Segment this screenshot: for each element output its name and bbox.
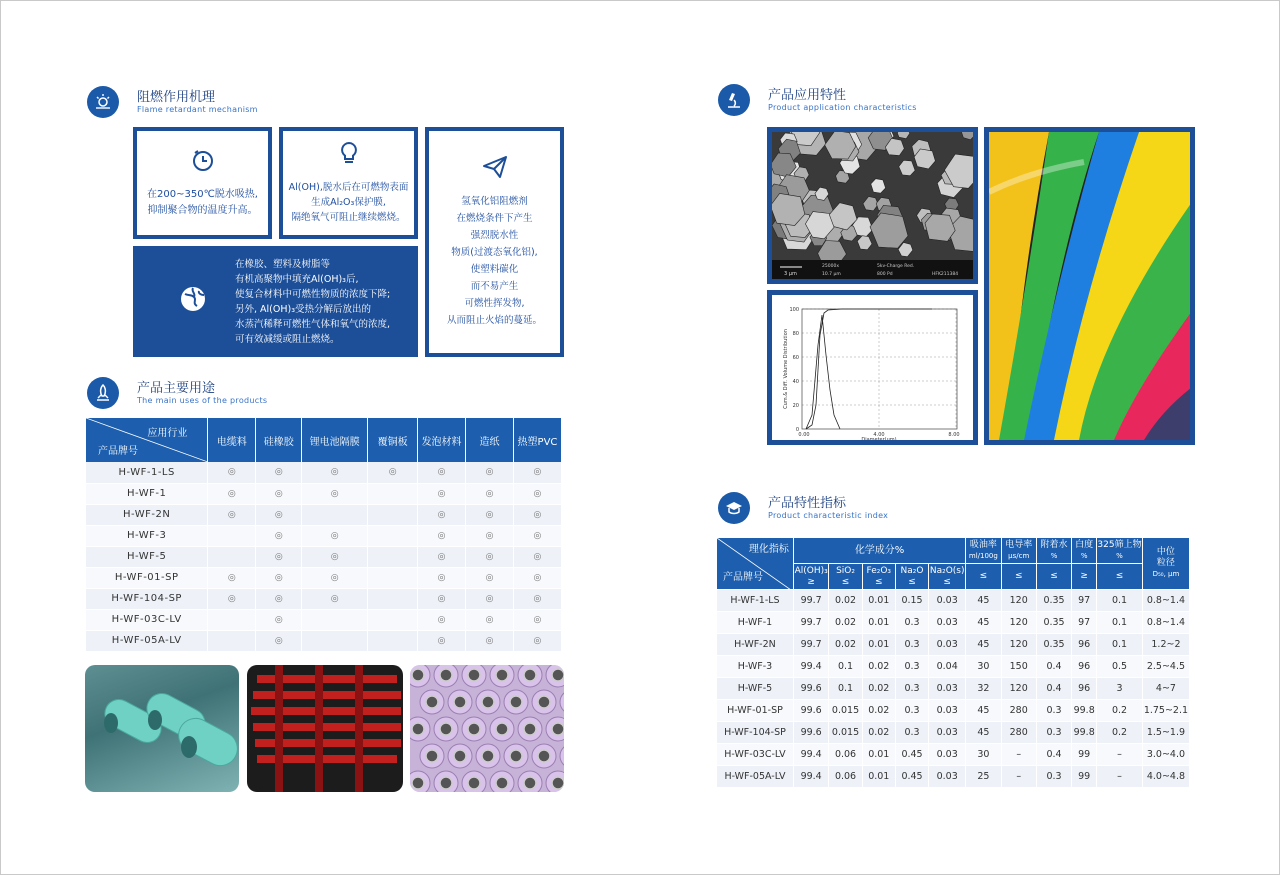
mechanism-card-heat [133, 127, 272, 239]
paper-plane-icon [482, 155, 508, 185]
sem-micrograph [772, 132, 973, 279]
spec-value: 120 [1001, 634, 1036, 656]
use-mark-cell: ◎ [256, 588, 302, 609]
mechanism-title: 阻燃作用机理 [137, 89, 216, 105]
spec-value: 0.45 [895, 744, 928, 766]
spec-value: 25 [966, 766, 1001, 788]
table-row [717, 766, 1190, 788]
spec-value: 120 [1001, 590, 1036, 612]
svg-text:3 μm: 3 μm [784, 271, 797, 277]
product-code: H-WF-01-SP [717, 700, 794, 722]
median-size-header: 中位 粒径 D₅₀, μm [1142, 538, 1189, 590]
use-mark-cell [208, 609, 256, 630]
table-row [717, 744, 1190, 766]
svg-text:Diameter(um): Diameter(um) [861, 437, 897, 440]
index-header [718, 492, 888, 524]
chem-col-header: Fe₂O₃ ≤ [862, 564, 895, 590]
use-mark-cell: ◎ [418, 630, 466, 651]
spec-value: 0.01 [862, 612, 895, 634]
use-mark-cell: ◎ [466, 483, 514, 504]
use-mark-cell: ◎ [513, 525, 561, 546]
graduation-cap-icon [718, 492, 750, 524]
use-mark-cell: ◎ [418, 483, 466, 504]
table-row [86, 483, 562, 504]
use-mark-cell: ◎ [256, 504, 302, 525]
sem-image-frame [767, 127, 978, 284]
sign-cell: ≤ [966, 564, 1001, 590]
product-code: H-WF-01-SP [86, 567, 208, 588]
product-code: H-WF-5 [86, 546, 208, 567]
table-row [717, 678, 1190, 700]
svg-text:100: 100 [789, 307, 799, 313]
spec-value: 0.02 [829, 612, 862, 634]
spec-value: 0.3 [895, 700, 928, 722]
use-mark-cell [302, 504, 368, 525]
microscope-icon [718, 84, 750, 116]
spec-value: 0.01 [862, 766, 895, 788]
uses-header [87, 377, 267, 409]
use-mark-cell: ◎ [466, 630, 514, 651]
uses-col-header: 发泡材料 [418, 418, 466, 462]
svg-text:60: 60 [792, 355, 799, 361]
use-mark-cell [368, 525, 418, 546]
psd-chart-frame [767, 290, 978, 445]
table-row [86, 546, 562, 567]
mechanism-subtitle: Flame retardant mechanism [137, 104, 258, 114]
spec-value: 99.6 [793, 722, 828, 744]
use-mark-cell: ◎ [208, 567, 256, 588]
uses-col-header: 硅橡胶 [256, 418, 302, 462]
use-mark-cell: ◎ [466, 567, 514, 588]
spec-value: 4.0~4.8 [1142, 766, 1189, 788]
spec-value: 45 [966, 590, 1001, 612]
use-mark-cell [368, 504, 418, 525]
spec-value: 0.15 [895, 590, 928, 612]
use-mark-cell: ◎ [208, 588, 256, 609]
spec-value: 0.015 [829, 700, 862, 722]
spec-value: 2.5~4.5 [1142, 656, 1189, 678]
table-row [86, 567, 562, 588]
table-row [86, 525, 562, 546]
use-mark-cell: ◎ [302, 588, 368, 609]
use-mark-cell: ◎ [302, 462, 368, 483]
table-row [86, 630, 562, 651]
spec-value: 96 [1072, 634, 1097, 656]
uses-col-header: 锂电池隔膜 [302, 418, 368, 462]
use-mark-cell: ◎ [466, 504, 514, 525]
spec-value: – [1001, 766, 1036, 788]
spec-value: 280 [1001, 700, 1036, 722]
spec-value: 0.35 [1036, 612, 1071, 634]
use-mark-cell: ◎ [418, 546, 466, 567]
spec-value: 45 [966, 700, 1001, 722]
product-code: H-WF-104-SP [717, 722, 794, 744]
product-code: H-WF-2N [717, 634, 794, 656]
spec-value: 99.4 [793, 656, 828, 678]
sign-cell: ≥ [1072, 564, 1097, 590]
spec-value: 0.1 [1097, 590, 1143, 612]
use-mark-cell: ◎ [418, 462, 466, 483]
product-code: H-WF-3 [86, 525, 208, 546]
spec-value: – [1097, 744, 1143, 766]
moisture-header: 附着水 % [1036, 538, 1071, 564]
use-mark-cell: ◎ [302, 567, 368, 588]
svg-text:20: 20 [792, 403, 799, 409]
lightbulb-icon [87, 86, 119, 118]
spec-value: 1.5~1.9 [1142, 722, 1189, 744]
spec-value: – [1097, 766, 1143, 788]
spec-value: 0.03 [929, 634, 966, 656]
svg-text:8.00: 8.00 [948, 432, 960, 438]
spec-value: 0.03 [929, 744, 966, 766]
spec-value: 0.01 [862, 634, 895, 656]
use-mark-cell: ◎ [418, 588, 466, 609]
spec-value: 0.2 [1097, 700, 1143, 722]
table-row [717, 656, 1190, 678]
table-row [717, 634, 1190, 656]
use-mark-cell [208, 525, 256, 546]
use-mark-cell [302, 630, 368, 651]
spec-value: 0.04 [929, 656, 966, 678]
use-mark-cell: ◎ [418, 525, 466, 546]
use-mark-cell: ◎ [302, 483, 368, 504]
spec-value: 99.7 [793, 590, 828, 612]
card-text: 在200~350℃脱水吸热, 抑制聚合物的温度升高。 [147, 189, 258, 216]
uses-col-header: 电缆料 [208, 418, 256, 462]
spec-value: 0.35 [1036, 634, 1071, 656]
table-row [717, 590, 1190, 612]
oil-header: 吸油率 ml/100g [966, 538, 1001, 564]
use-mark-cell [368, 609, 418, 630]
spec-value: 0.3 [895, 722, 928, 744]
spec-value: 96 [1072, 678, 1097, 700]
svg-text:5kv-Charge Red.: 5kv-Charge Red. [877, 264, 915, 269]
table-row [717, 700, 1190, 722]
use-mark-cell: ◎ [466, 588, 514, 609]
chem-group-header: 化学成分% [793, 538, 965, 564]
spec-value: 0.4 [1036, 744, 1071, 766]
use-mark-cell: ◎ [418, 609, 466, 630]
application-header [718, 84, 917, 116]
use-mark-cell [368, 546, 418, 567]
use-mark-cell: ◎ [256, 525, 302, 546]
svg-text:10.7 μm: 10.7 μm [822, 272, 841, 277]
use-mark-cell: ◎ [256, 630, 302, 651]
use-mark-cell: ◎ [466, 462, 514, 483]
spec-value: 0.01 [862, 744, 895, 766]
application-subtitle: Product application characteristics [768, 102, 917, 112]
spec-value: 30 [966, 744, 1001, 766]
use-mark-cell: ◎ [256, 609, 302, 630]
spec-value: 99.7 [793, 634, 828, 656]
use-mark-cell: ◎ [466, 525, 514, 546]
uses-col-header: 热塑PVC [513, 418, 561, 462]
svg-text:40: 40 [792, 379, 799, 385]
spec-value: 99 [1072, 744, 1097, 766]
bulb-icon [338, 141, 360, 172]
use-mark-cell [208, 546, 256, 567]
card-text: Al(OH),脱水后在可燃物表面 生成Al₂O₃保护膜, 隔绝氧气可阻止继续燃烧。 [288, 182, 409, 223]
spec-value: 97 [1072, 612, 1097, 634]
svg-text:0: 0 [795, 427, 799, 433]
spec-value: 45 [966, 612, 1001, 634]
spec-value: 99.7 [793, 612, 828, 634]
photo-purple-cells [410, 665, 564, 792]
use-mark-cell: ◎ [513, 630, 561, 651]
spec-value: 0.1 [1097, 612, 1143, 634]
spec-value: 99.4 [793, 766, 828, 788]
table-row [717, 612, 1190, 634]
spec-value: 97 [1072, 590, 1097, 612]
mechanism-card-dilution [133, 246, 418, 357]
conductivity-header: 电导率 μs/cm [1001, 538, 1036, 564]
spec-value: 280 [1001, 722, 1036, 744]
product-code: H-WF-1 [86, 483, 208, 504]
spec-value: 30 [966, 656, 1001, 678]
svg-text:Cum.& Diff. Volume Distributio: Cum.& Diff. Volume Distribution [783, 329, 789, 409]
sign-cell: ≤ [1036, 564, 1071, 590]
spec-value: 0.3 [1036, 766, 1071, 788]
spec-value: 99.8 [1072, 700, 1097, 722]
spec-value: 0.02 [829, 590, 862, 612]
use-mark-cell: ◎ [208, 504, 256, 525]
use-mark-cell: ◎ [513, 609, 561, 630]
spec-value: 0.03 [929, 678, 966, 700]
spec-value: 4~7 [1142, 678, 1189, 700]
table-row [86, 504, 562, 525]
spec-value: 0.4 [1036, 656, 1071, 678]
use-mark-cell: ◎ [208, 462, 256, 483]
card-text: 在橡胶、塑料及树脂等 有机高聚物中填充Al(OH)₃后, 使复合材料中可燃性物质的浓度下降; 另外, Al(OH)₃受热分解后放出的 水蒸汽稀释可燃性气体和氧气的浓度, 可有效减缓或阻止燃烧。 [235, 258, 391, 345]
spec-value: 0.3 [895, 678, 928, 700]
product-code: H-WF-104-SP [86, 588, 208, 609]
table-row [717, 722, 1190, 744]
mechanism-header [87, 86, 258, 118]
spec-value: 0.06 [829, 766, 862, 788]
use-mark-cell [208, 630, 256, 651]
uses-subtitle: The main uses of the products [137, 395, 268, 405]
uses-col-header: 造纸 [466, 418, 514, 462]
product-code: H-WF-2N [86, 504, 208, 525]
use-mark-cell: ◎ [513, 483, 561, 504]
svg-text:HFK211384: HFK211384 [932, 272, 959, 277]
spec-value: 120 [1001, 678, 1036, 700]
photo-colored-cables [989, 132, 1190, 440]
use-mark-cell: ◎ [418, 567, 466, 588]
spec-value: 0.8~1.4 [1142, 612, 1189, 634]
use-mark-cell: ◎ [208, 483, 256, 504]
uses-title: 产品主要用途 [137, 380, 216, 396]
sign-cell: ≤ [1097, 564, 1143, 590]
svg-text:25000x: 25000x [822, 264, 839, 269]
spec-value: 0.02 [862, 700, 895, 722]
svg-text:800 Pd: 800 Pd [877, 272, 893, 277]
product-code: H-WF-1-LS [717, 590, 794, 612]
spec-value: 0.3 [1036, 722, 1071, 744]
spec-value: 0.02 [862, 656, 895, 678]
use-mark-cell [302, 609, 368, 630]
spec-value: 45 [966, 722, 1001, 744]
psd-chart [772, 295, 973, 440]
spec-value: 0.45 [895, 766, 928, 788]
spec-value: 32 [966, 678, 1001, 700]
spec-value: 0.3 [895, 634, 928, 656]
spec-value: 0.1 [829, 678, 862, 700]
spec-value: 3 [1097, 678, 1143, 700]
use-mark-cell: ◎ [513, 588, 561, 609]
photo-red-insulators [247, 665, 403, 792]
svg-text:0.00: 0.00 [798, 432, 810, 438]
spec-value: 0.2 [1097, 722, 1143, 744]
chem-col-header: SiO₂ ≤ [829, 564, 862, 590]
chem-col-header: Na₂O(s) ≤ [929, 564, 966, 590]
svg-text:80: 80 [792, 331, 799, 337]
use-mark-cell [368, 483, 418, 504]
product-code: H-WF-1 [717, 612, 794, 634]
spec-value: 0.8~1.4 [1142, 590, 1189, 612]
card-text: 氢氧化铝阻燃剂 在燃烧条件下产生 强烈脱水性 物质(过渡态氧化铝), 使塑料碳化 而不易产生 可燃性挥发物, 从而阻止火焰的蔓延。 [446, 196, 542, 326]
use-mark-cell [368, 567, 418, 588]
rocket-icon [87, 377, 119, 409]
use-mark-cell: ◎ [256, 567, 302, 588]
spec-value: 0.02 [862, 722, 895, 744]
spec-value: 0.4 [1036, 678, 1071, 700]
spec-value: 0.03 [929, 722, 966, 744]
chem-col-header: Al(OH)₃ ≥ [793, 564, 828, 590]
product-code: H-WF-03C-LV [86, 609, 208, 630]
spec-value: 0.01 [862, 590, 895, 612]
chem-col-header: Na₂O ≤ [895, 564, 928, 590]
mechanism-card-carbonize [425, 127, 564, 357]
spec-value: 0.03 [929, 590, 966, 612]
index-corner-header: 理化指标 产品牌号 [717, 538, 794, 590]
use-mark-cell: ◎ [466, 609, 514, 630]
use-mark-cell: ◎ [302, 525, 368, 546]
use-mark-cell: ◎ [513, 546, 561, 567]
spec-value: 0.3 [1036, 700, 1071, 722]
use-mark-cell: ◎ [256, 462, 302, 483]
spec-value: 3.0~4.0 [1142, 744, 1189, 766]
spec-value: 120 [1001, 612, 1036, 634]
photo-teal-tubes [85, 665, 239, 792]
svg-text:4.00: 4.00 [873, 432, 885, 438]
table-row [86, 609, 562, 630]
whiteness-header: 白度 % [1072, 538, 1097, 564]
index-table [716, 537, 1190, 788]
product-code: H-WF-03C-LV [717, 744, 794, 766]
spec-value: 96 [1072, 656, 1097, 678]
use-mark-cell: ◎ [513, 462, 561, 483]
spec-value: 45 [966, 634, 1001, 656]
mechanism-card-film [279, 127, 418, 239]
spec-value: 0.015 [829, 722, 862, 744]
application-title: 产品应用特性 [768, 87, 847, 103]
spec-value: 0.1 [1097, 634, 1143, 656]
spec-value: 0.06 [829, 744, 862, 766]
cable-photo-frame [984, 127, 1195, 445]
index-title: 产品特性指标 [768, 495, 847, 511]
spec-value: 0.5 [1097, 656, 1143, 678]
use-mark-cell: ◎ [513, 567, 561, 588]
use-mark-cell: ◎ [256, 546, 302, 567]
spec-value: 0.02 [829, 634, 862, 656]
spec-value: – [1001, 744, 1036, 766]
index-subtitle: Product characteristic index [768, 510, 889, 520]
sign-cell: ≤ [1001, 564, 1036, 590]
clock-icon [190, 147, 216, 179]
spec-value: 150 [1001, 656, 1036, 678]
spec-value: 99 [1072, 766, 1097, 788]
uses-table [86, 418, 562, 652]
use-mark-cell: ◎ [256, 483, 302, 504]
uses-col-header: 覆铜板 [368, 418, 418, 462]
spec-value: 99.6 [793, 700, 828, 722]
spec-value: 0.03 [929, 612, 966, 634]
table-row [86, 588, 562, 609]
table-row [86, 462, 562, 483]
mesh-header: 325筛上物 % [1097, 538, 1143, 564]
spec-value: 99.6 [793, 678, 828, 700]
use-mark-cell: ◎ [302, 546, 368, 567]
use-mark-cell: ◎ [466, 546, 514, 567]
spec-value: 1.75~2.1 [1142, 700, 1189, 722]
spec-value: 0.03 [929, 700, 966, 722]
spec-value: 99.4 [793, 744, 828, 766]
use-mark-cell: ◎ [368, 462, 418, 483]
product-code: H-WF-5 [717, 678, 794, 700]
spec-value: 0.3 [895, 612, 928, 634]
use-mark-cell [368, 588, 418, 609]
spec-value: 0.1 [829, 656, 862, 678]
spec-value: 0.03 [929, 766, 966, 788]
use-mark-cell [368, 630, 418, 651]
spec-value: 0.35 [1036, 590, 1071, 612]
use-mark-cell: ◎ [513, 504, 561, 525]
spec-value: 0.3 [895, 656, 928, 678]
spec-value: 99.8 [1072, 722, 1097, 744]
product-code: H-WF-05A-LV [86, 630, 208, 651]
product-code: H-WF-05A-LV [717, 766, 794, 788]
spec-value: 0.02 [862, 678, 895, 700]
globe-icon [179, 285, 207, 318]
uses-corner-header: 应用行业 产品牌号 [86, 418, 208, 462]
product-code: H-WF-1-LS [86, 462, 208, 483]
spec-value: 1.2~2 [1142, 634, 1189, 656]
use-mark-cell: ◎ [418, 504, 466, 525]
product-code: H-WF-3 [717, 656, 794, 678]
